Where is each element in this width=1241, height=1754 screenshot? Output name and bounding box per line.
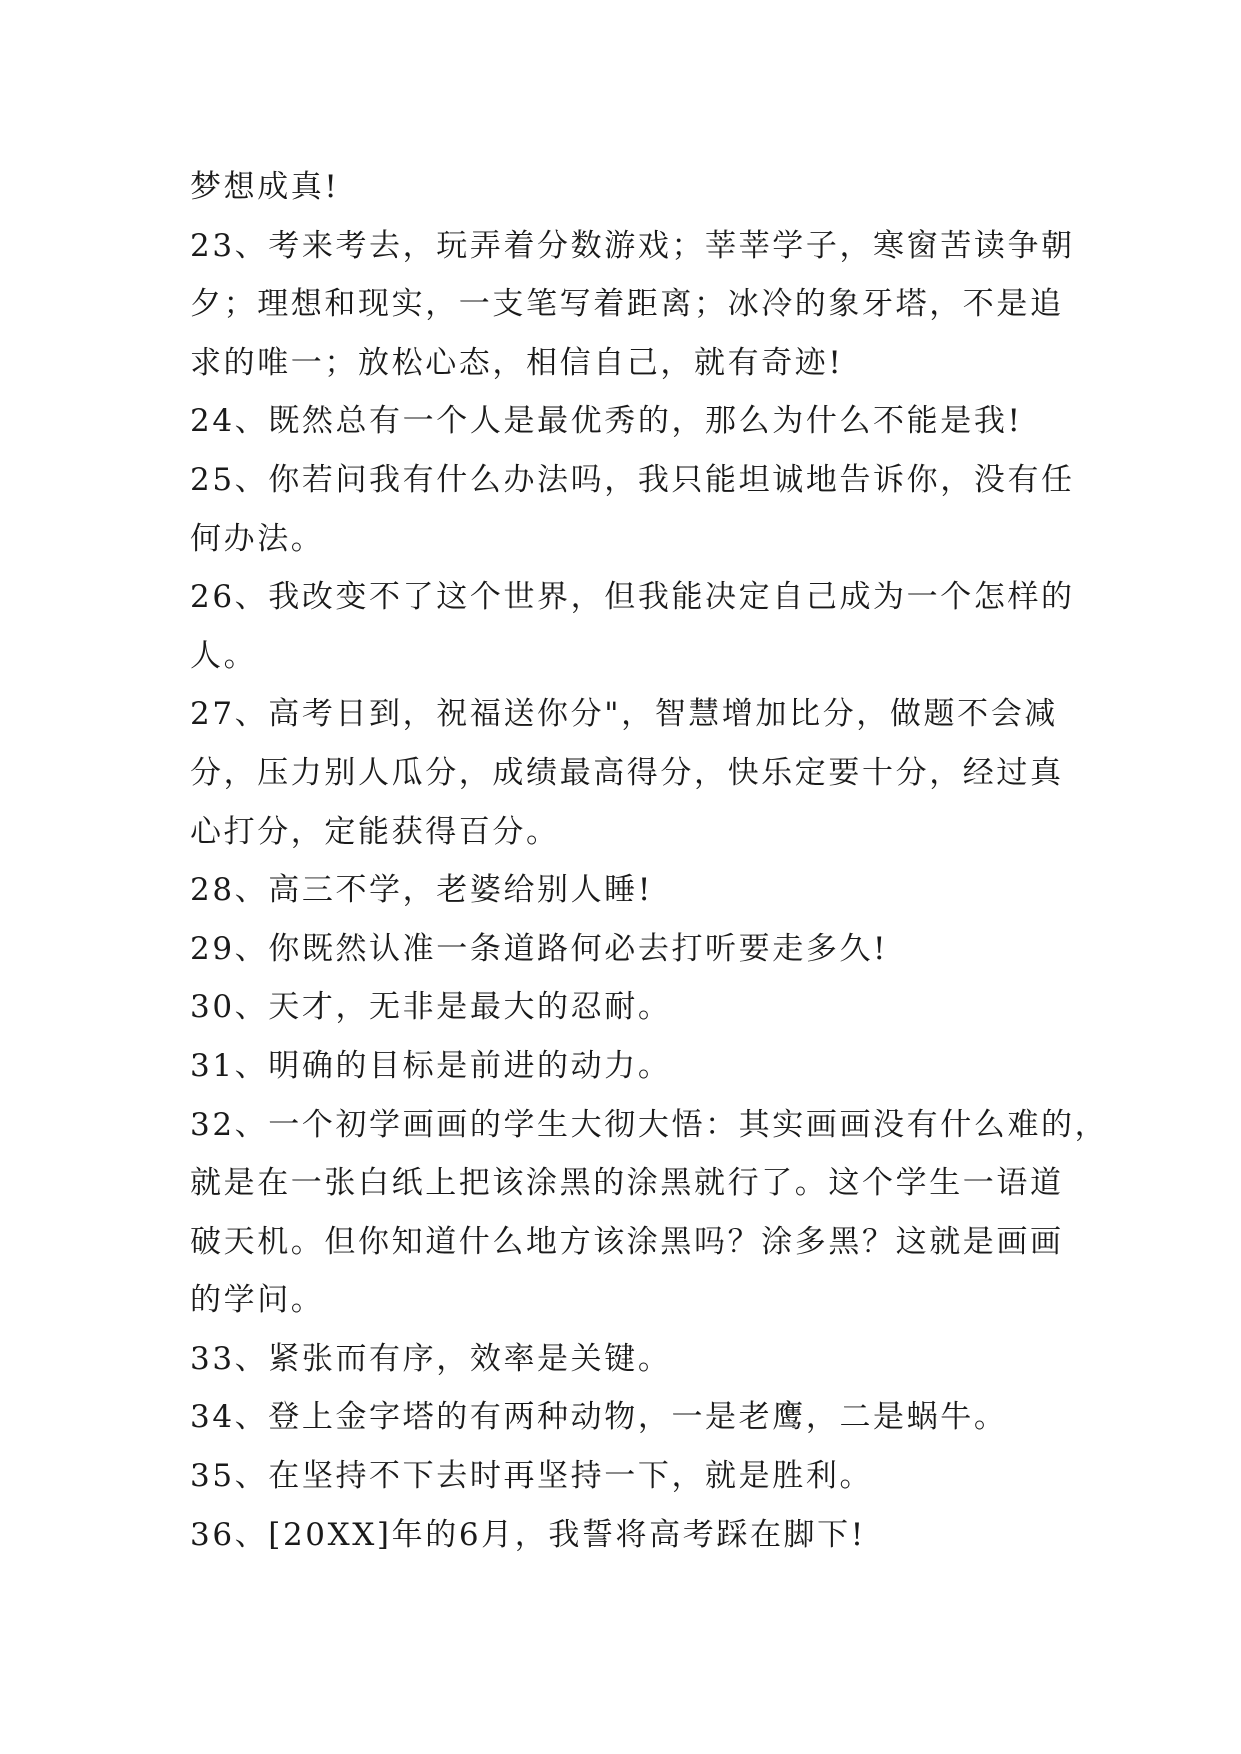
text-line: 25、你若问我有什么办法吗，我只能坦诚地告诉你，没有任 <box>190 461 1075 498</box>
text-line: 33、紧张而有序，效率是关键。 <box>190 1340 672 1377</box>
text-line: 夕；理想和现实，一支笔写着距离；冰冷的象牙塔，不是追 <box>190 286 1064 323</box>
text-line: 34、登上金字塔的有两种动物，一是老鹰，二是蜗牛。 <box>190 1399 1008 1436</box>
text-line: 就是在一张白纸上把该涂黑的涂黑就行了。这个学生一语道 <box>190 1165 1064 1202</box>
text-line: 36、[20XX]年的6月，我誓将高考踩在脚下! <box>190 1516 866 1553</box>
text-line: 心打分，定能获得百分。 <box>190 813 560 850</box>
text-line: 何办法。 <box>190 520 325 557</box>
text-line: 的学问。 <box>190 1282 325 1319</box>
text-line: 破天机。但你知道什么地方该涂黑吗？涂多黑？这就是画画 <box>190 1223 1064 1260</box>
text-line: 31、明确的目标是前进的动力。 <box>190 1047 672 1084</box>
text-line: 29、你既然认准一条道路何必去打听要走多久! <box>190 930 889 967</box>
text-line: 求的唯一；放松心态，相信自己，就有奇迹! <box>190 344 844 381</box>
text-line: 23、考来考去，玩弄着分数游戏；莘莘学子，寒窗苦读争朝 <box>190 227 1075 264</box>
text-line: 28、高三不学，老婆给别人睡! <box>190 872 653 909</box>
text-line: 梦想成真! <box>190 169 340 205</box>
text-line: 分，压力别人瓜分，成绩最高得分，快乐定要十分，经过真 <box>190 754 1064 791</box>
document-body <box>190 158 1109 1564</box>
text-line: 24、既然总有一个人是最优秀的，那么为什么不能是我! <box>190 403 1023 440</box>
text-line: 27、高考日到，祝福送你分"，智慧增加比分，做题不会减 <box>190 696 1058 733</box>
text-line: 35、在坚持不下去时再坚持一下，就是胜利。 <box>190 1458 874 1495</box>
text-line: 32、一个初学画画的学生大彻大悟：其实画画没有什么难的， <box>190 1106 1109 1143</box>
text-line: 30、天才，无非是最大的忍耐。 <box>190 989 672 1026</box>
text-line: 人。 <box>190 637 258 674</box>
text-line: 26、我改变不了这个世界，但我能决定自己成为一个怎样的 <box>190 579 1075 616</box>
